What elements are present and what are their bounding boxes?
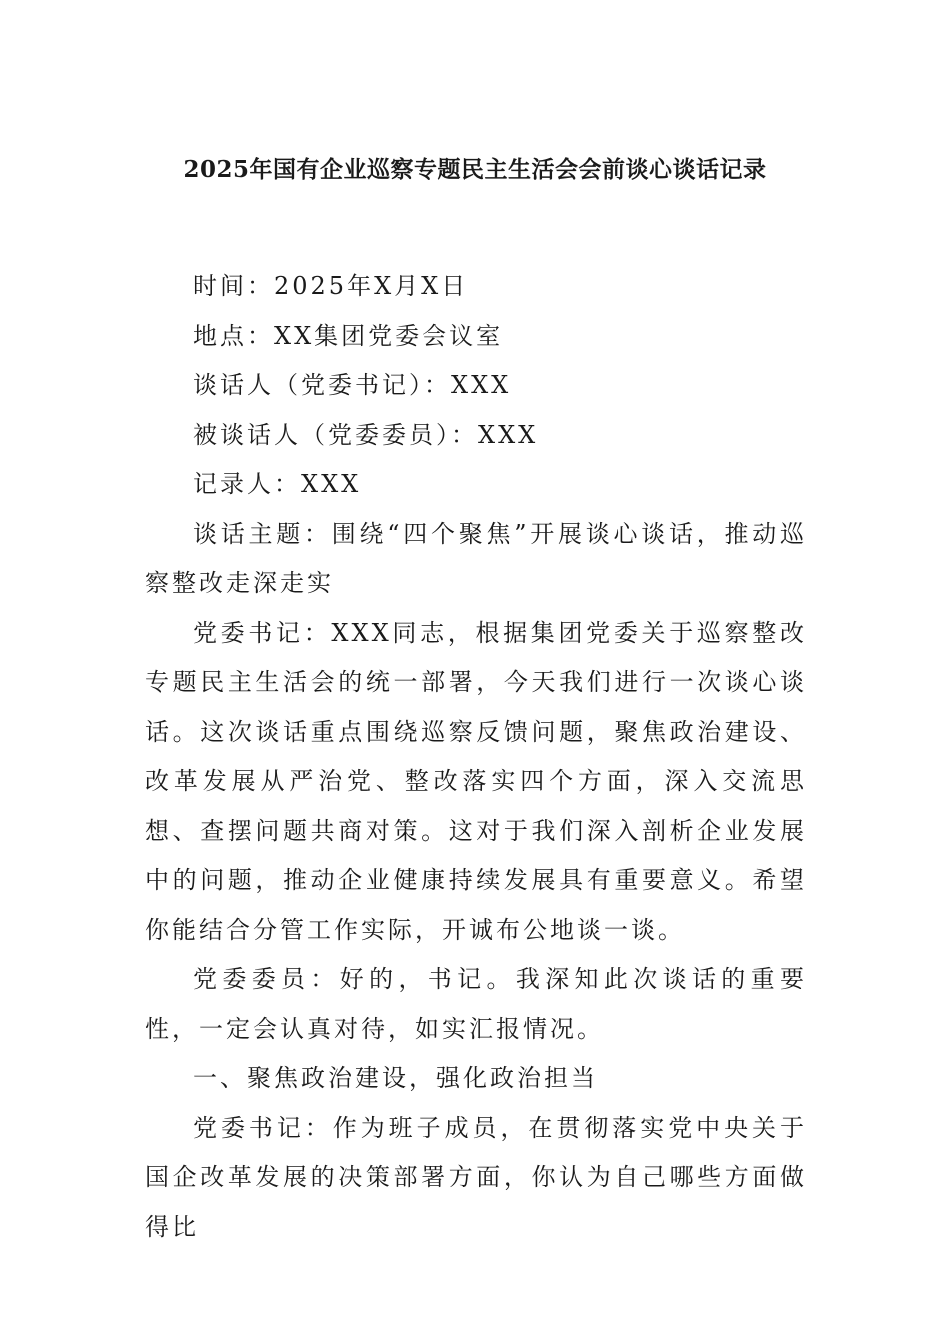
meta-place: 地点：XX集团党委会议室 xyxy=(193,321,504,350)
document-body xyxy=(145,262,807,1252)
section-heading: 一、聚焦政治建设，强化政治担当 xyxy=(193,1064,598,1092)
paragraph-opening: 党委书记：XXX同志，根据集团党委关于巡察整改专题民主生活会的统一部署，今天我们进行一次谈心谈话。这次谈话重点围绕巡察反馈问题，聚焦政治建设、改革发展从严治党、整改落实四个方面，深入交流思想、查摆问题共商对策。这对于我们深入剖析企业发展中的问题，推动企业健康持续发展具有重要意义。希望你能结合分管工作实际，开诚布公地谈一谈。 xyxy=(145,618,807,944)
meta-speaker: 谈话人（党委书记）：XXX xyxy=(193,371,512,399)
paragraph-reply: 党委委员：好的，书记。我深知此次谈话的重要性，一定会认真对待，如实汇报情况。 xyxy=(145,965,807,1043)
paragraph-question: 党委书记：作为班子成员，在贯彻落实党中央关于国企改革发展的决策部署方面，你认为自己哪些方面做得比 xyxy=(145,1113,807,1241)
document-title: 2025年国有企业巡察专题民主生活会会前谈心谈话记录 xyxy=(183,156,767,183)
meta-interviewee: 被谈话人（党委委员）：XXX xyxy=(193,420,539,449)
meta-time: 时间：2025年X月X日 xyxy=(193,272,469,300)
meta-recorder: 记录人：XXX xyxy=(193,470,362,498)
meta-topic: 谈话主题：围绕“四个聚焦”开展谈心谈话，推动巡察整改走深走实 xyxy=(145,519,807,597)
